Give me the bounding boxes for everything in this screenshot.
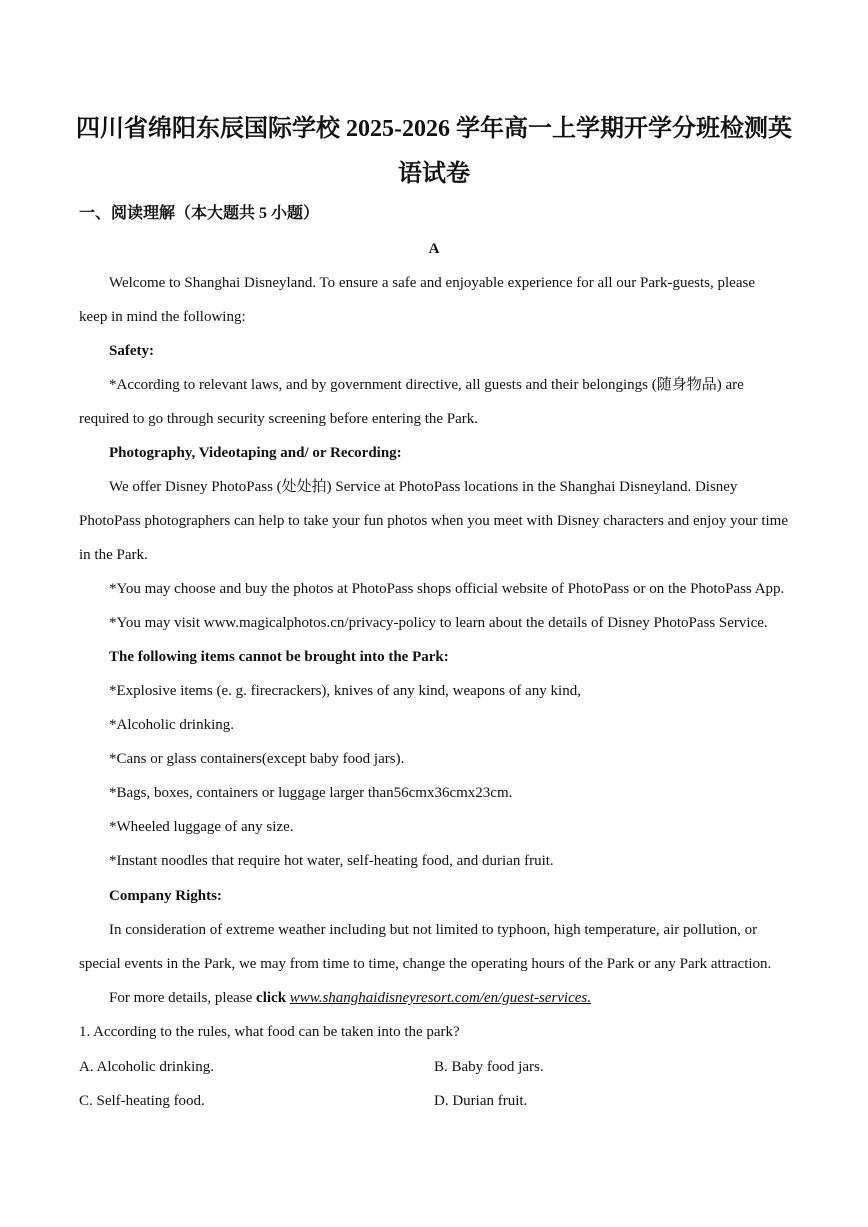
photo-bullet-1: *You may choose and buy the photos at PhotoPass shops official website of PhotoPass or on the PhotoPass App. [109, 581, 785, 597]
safety-line-1: *According to relevant laws, and by government directive, all guests and their belongings (随身物品) are [109, 377, 744, 393]
items-heading: The following items cannot be brought into the Park: [109, 649, 449, 665]
photo-bullet-2: *You may visit www.magicalphotos.cn/privacy-policy to learn about the details of Disney PhotoPass Service. [109, 615, 768, 631]
question-1: 1. According to the rules, what food can be taken into the park? [79, 1024, 460, 1040]
photo-line-3: in the Park. [79, 547, 148, 563]
photo-heading: Photography, Videotaping and/ or Recording: [109, 445, 402, 461]
exam-title-line-2: 语试卷 [398, 161, 470, 187]
safety-heading: Safety: [109, 343, 154, 359]
rights-heading: Company Rights: [109, 888, 222, 904]
intro-line-2: keep in mind the following: [79, 309, 246, 325]
intro-line-1: Welcome to Shanghai Disneyland. To ensure a safe and enjoyable experience for all our Park-guests, please [109, 275, 755, 291]
option-d[interactable]: D. Durian fruit. [434, 1093, 528, 1109]
details-line [109, 988, 591, 1008]
passage-label: A [428, 241, 440, 257]
rights-line-1: In consideration of extreme weather including but not limited to typhoon, high temperature, air pollution, or [109, 922, 758, 938]
safety-line-2: required to go through security screening before entering the Park. [79, 411, 479, 427]
guest-services-link[interactable]: www.shanghaidisneyresort.com/en/guest-services. [289, 990, 592, 1006]
prohibited-item: *Wheeled luggage of any size. [109, 819, 294, 835]
rights-line-2: special events in the Park, we may from time to time, change the operating hours of the Park or any Park attraction. [79, 956, 772, 972]
option-b[interactable]: B. Baby food jars. [434, 1059, 544, 1075]
prohibited-item: *Alcoholic drinking. [109, 717, 234, 733]
option-c[interactable]: C. Self-heating food. [79, 1093, 205, 1109]
option-a[interactable]: A. Alcoholic drinking. [79, 1059, 214, 1075]
details-click-word: click [256, 990, 287, 1006]
exam-title-line-1: 四川省绵阳东辰国际学校 2025-2026 学年高一上学期开学分班检测英 [76, 116, 792, 142]
details-prefix: For more details, please [109, 990, 257, 1006]
prohibited-item: *Instant noodles that require hot water, self-heating food, and durian fruit. [109, 853, 554, 869]
prohibited-item: *Bags, boxes, containers or luggage larger than56cmx36cmx23cm. [109, 785, 513, 801]
photo-line-2: PhotoPass photographers can help to take your fun photos when you meet with Disney characters and enjoy your time [79, 513, 789, 529]
prohibited-item: *Explosive items (e. g. firecrackers), knives of any kind, weapons of any kind, [109, 683, 581, 699]
section-heading: 一、阅读理解（本大题共 5 小题） [79, 205, 320, 222]
photo-line-1: We offer Disney PhotoPass (处处拍) Service at PhotoPass locations in the Shanghai Disneyland. Disney [109, 479, 738, 495]
prohibited-item: *Cans or glass containers(except baby food jars). [109, 751, 405, 767]
